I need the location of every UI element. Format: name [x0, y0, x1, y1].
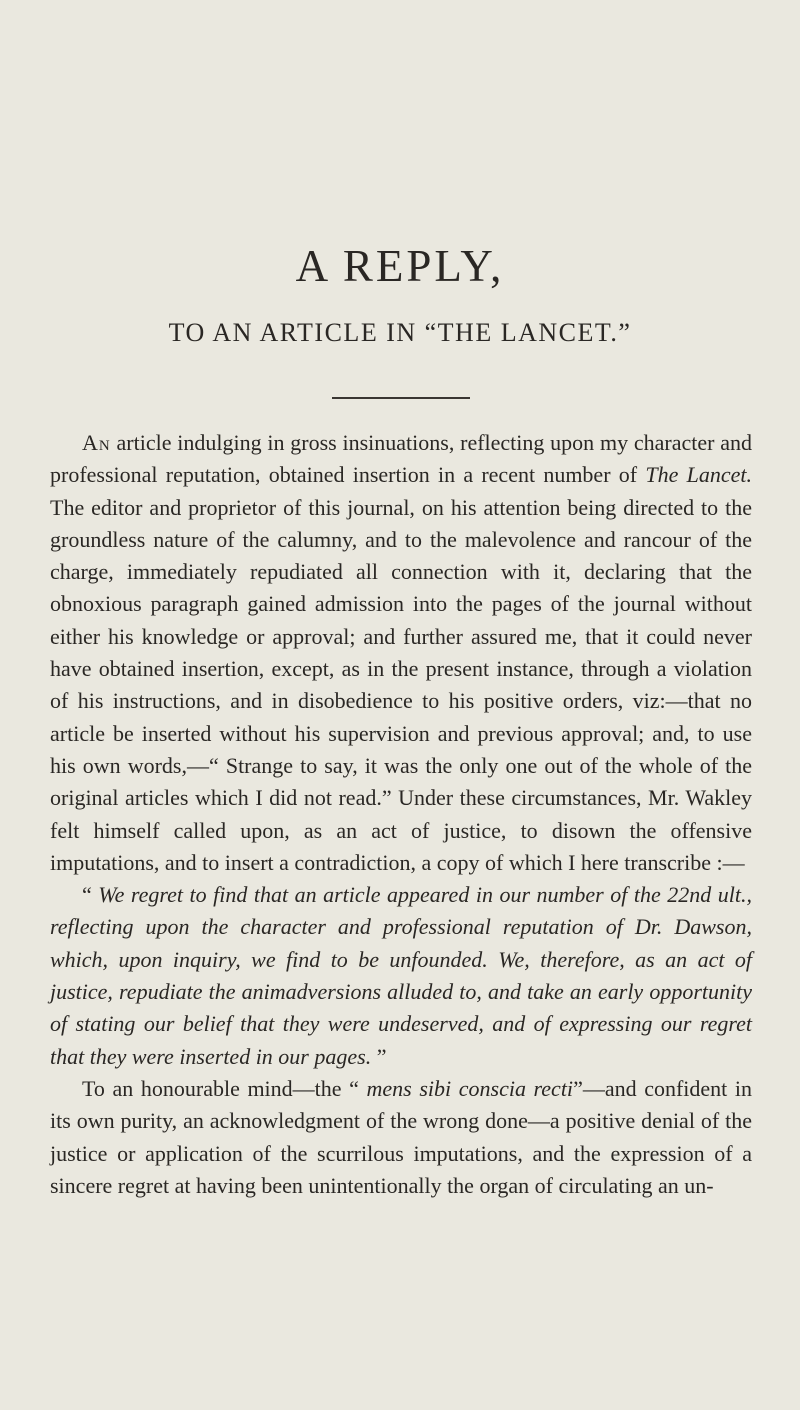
body-text — [50, 427, 752, 1202]
latin-phrase: mens sibi conscia recti — [366, 1075, 574, 1101]
page-title: A REPLY, — [295, 241, 505, 291]
title-divider — [332, 397, 470, 399]
open-quote: “ — [82, 882, 99, 908]
lead-word: An — [82, 430, 111, 455]
page-subtitle: TO AN ARTICLE IN “THE LANCET.” — [168, 318, 632, 347]
paragraph-3-part-2: ”—and confident in its own purity, an acknowledgment of the wrong done—a positive denial of the justice or application of the scurrilous imputations, and the expression of a sincere regret at having been unintentionally the organ of circulating an un- — [50, 1075, 752, 1198]
paragraph-3 — [50, 1073, 752, 1202]
paragraph-3-part-1: To an honourable mind—the “ — [82, 1075, 367, 1101]
paragraph-2 — [50, 879, 752, 1073]
paragraph-1-part-1: article indulging in gross insinuations, reflecting upon my character and professional reputation, obtained insertion in a recent number of — [50, 430, 752, 488]
paragraph-1 — [50, 427, 752, 879]
close-quote: ” — [371, 1043, 387, 1069]
quoted-contradiction: We regret to find that an article appeared in our number of the 22nd ult., reflecting upon the character and professional reputation of Dr. Dawson, which, upon inquiry, we find to be unfounded. We, therefore, as an act of justice, repudiate the animadversions alluded to, and take an early opportunity of stating our belief that they were undeserved, and of expressing our regret that they were inserted in our pages. — [50, 882, 752, 1069]
paragraph-1-part-2: The editor and proprietor of this journal, on his attention being directed to the groundless nature of the calumny, and to the malevolence and rancour of the charge, immediately repudiated all connection with it, declaring that the obnoxious paragraph gained admission into the pages of the journal without either his knowledge or approval; and further assured me, that it could never have obtained insertion, except, as in the present instance, through a violation of his instructions, and in disobedience to his positive orders, viz:—that no article be inserted without his supervision and previous approval; and, to use his own words,—“ Strange to say, it was the only one out of the whole of the original articles which I did not read.” Under these circumstances, Mr. Wakley felt himself called upon, as an act of justice, to disown the offensive imputations, and to insert a contradiction, a copy of which I here transcribe :— — [50, 494, 752, 875]
journal-name: The Lancet. — [645, 462, 752, 488]
